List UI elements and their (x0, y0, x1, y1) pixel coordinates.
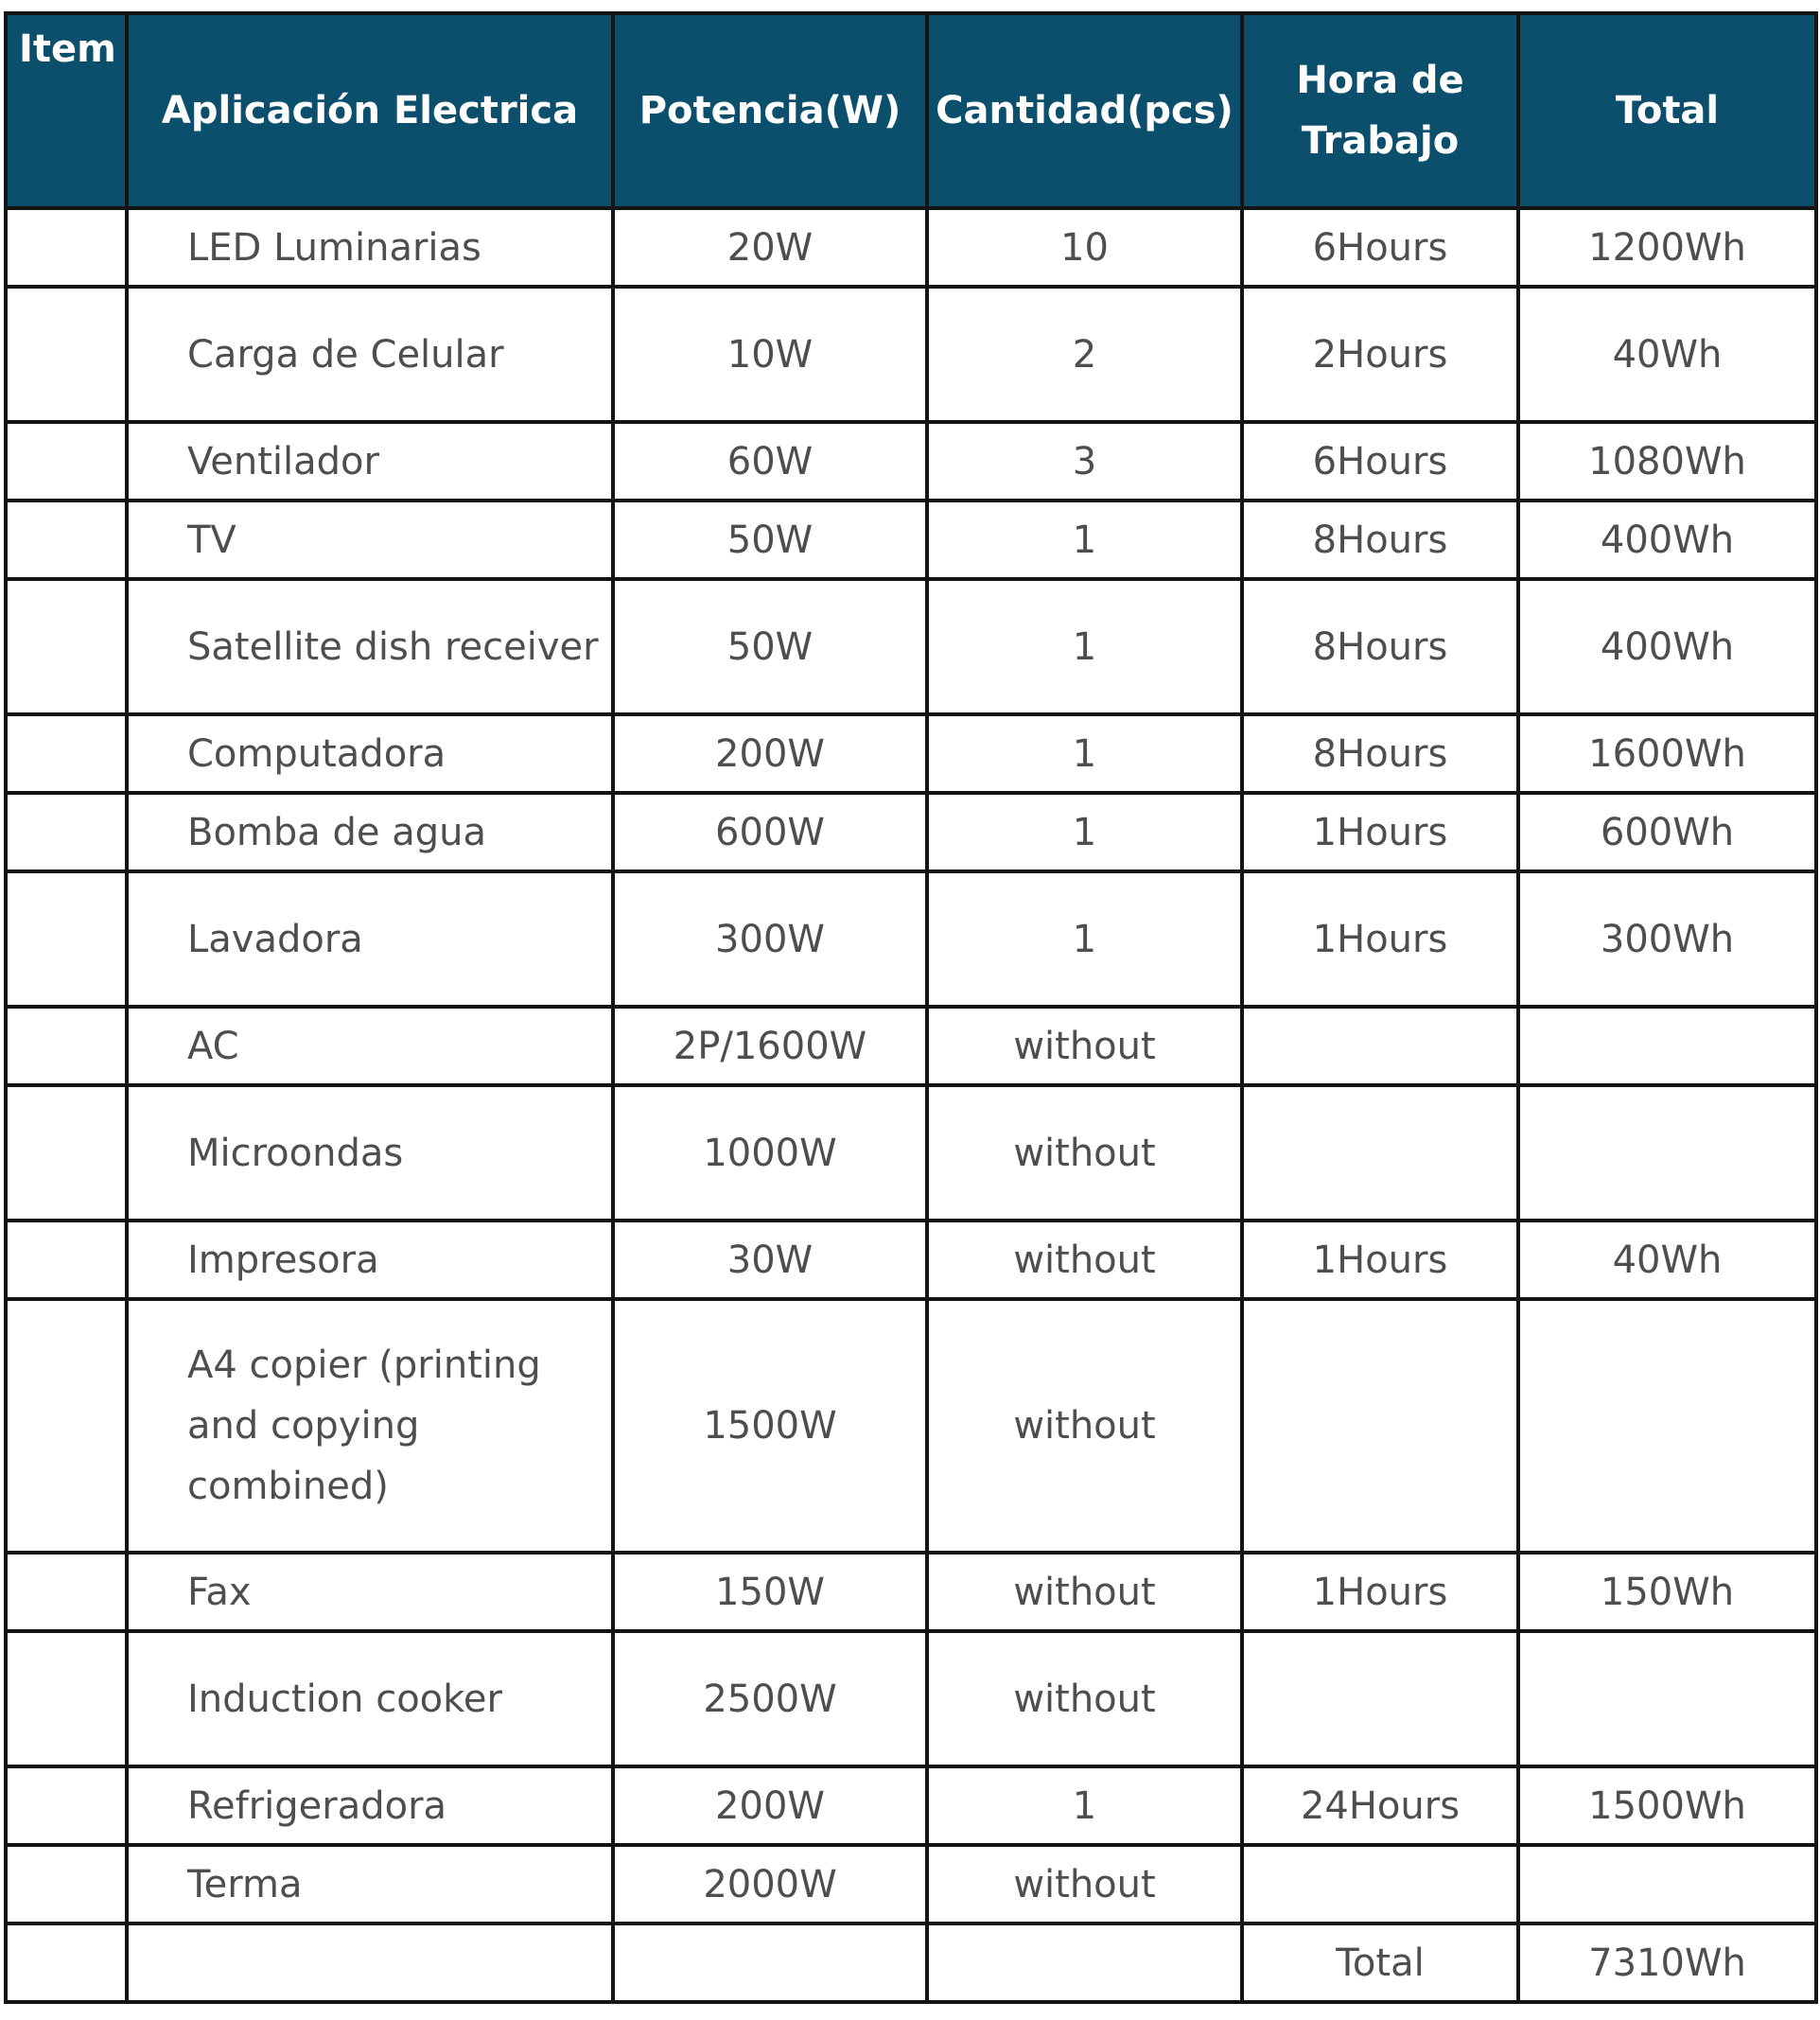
cell-quantity: 1 (927, 714, 1242, 793)
summary-application-cell (127, 1923, 613, 2002)
table-row (6, 1299, 1816, 1553)
cell-hours: 24Hours (1242, 1766, 1518, 1845)
cell-quantity: 1 (927, 871, 1242, 1007)
header-quantity: Cantidad(pcs) (927, 13, 1242, 208)
header-row (6, 13, 1816, 208)
cell-hours: 8Hours (1242, 501, 1518, 579)
cell-total: 1500Wh (1518, 1766, 1816, 1845)
cell-hours: 6Hours (1242, 208, 1518, 287)
cell-application: Fax (127, 1553, 613, 1631)
cell-total: 150Wh (1518, 1553, 1816, 1631)
table-row (6, 871, 1816, 1007)
cell-quantity: 1 (927, 793, 1242, 871)
cell-hours: 8Hours (1242, 714, 1518, 793)
cell-hours (1242, 1007, 1518, 1085)
cell-total: 400Wh (1518, 501, 1816, 579)
table-body (6, 208, 1816, 2002)
cell-hours: 1Hours (1242, 871, 1518, 1007)
cell-application: Computadora (127, 714, 613, 793)
cell-total: 600Wh (1518, 793, 1816, 871)
header-item: Item (6, 13, 127, 208)
table-row (6, 1766, 1816, 1845)
summary-value: 7310Wh (1518, 1923, 1816, 2002)
cell-power: 60W (613, 422, 927, 501)
cell-item (6, 1845, 127, 1923)
cell-item (6, 871, 127, 1007)
cell-application: AC (127, 1007, 613, 1085)
cell-application: Induction cooker (127, 1631, 613, 1766)
cell-hours: 1Hours (1242, 1221, 1518, 1299)
cell-hours (1242, 1085, 1518, 1221)
cell-power: 2P/1600W (613, 1007, 927, 1085)
cell-application: LED Luminarias (127, 208, 613, 287)
table-row (6, 1553, 1816, 1631)
cell-total (1518, 1631, 1816, 1766)
cell-application: A4 copier (printing and copying combined) (127, 1299, 613, 1553)
cell-total (1518, 1299, 1816, 1553)
cell-quantity: 10 (927, 208, 1242, 287)
cell-power: 50W (613, 501, 927, 579)
cell-power: 150W (613, 1553, 927, 1631)
cell-item (6, 208, 127, 287)
table-row (6, 1085, 1816, 1221)
cell-application: Microondas (127, 1085, 613, 1221)
cell-item (6, 793, 127, 871)
cell-hours (1242, 1631, 1518, 1766)
table-row (6, 287, 1816, 422)
table-row (6, 1845, 1816, 1923)
cell-item (6, 1221, 127, 1299)
header-total: Total (1518, 13, 1816, 208)
cell-quantity: without (927, 1085, 1242, 1221)
cell-power: 200W (613, 714, 927, 793)
cell-power: 600W (613, 793, 927, 871)
cell-application: Satellite dish receiver (127, 579, 613, 714)
cell-item (6, 501, 127, 579)
cell-quantity: 3 (927, 422, 1242, 501)
cell-item (6, 579, 127, 714)
cell-hours: 1Hours (1242, 1553, 1518, 1631)
cell-total: 40Wh (1518, 287, 1816, 422)
cell-total (1518, 1085, 1816, 1221)
cell-quantity: without (927, 1221, 1242, 1299)
cell-quantity: 1 (927, 501, 1242, 579)
summary-item-cell (6, 1923, 127, 2002)
cell-quantity: without (927, 1007, 1242, 1085)
cell-item (6, 1299, 127, 1553)
cell-application: Ventilador (127, 422, 613, 501)
table-header (6, 13, 1816, 208)
cell-application: Bomba de agua (127, 793, 613, 871)
table-row (6, 1007, 1816, 1085)
cell-hours: 8Hours (1242, 579, 1518, 714)
cell-application: Carga de Celular (127, 287, 613, 422)
table-row (6, 1631, 1816, 1766)
cell-power: 300W (613, 871, 927, 1007)
cell-quantity: without (927, 1553, 1242, 1631)
cell-application: Lavadora (127, 871, 613, 1007)
cell-item (6, 422, 127, 501)
cell-quantity: without (927, 1631, 1242, 1766)
cell-item (6, 1553, 127, 1631)
cell-total: 1600Wh (1518, 714, 1816, 793)
table-row (6, 501, 1816, 579)
table-row (6, 793, 1816, 871)
header-hours (1242, 13, 1518, 208)
cell-item (6, 1007, 127, 1085)
cell-hours: 1Hours (1242, 793, 1518, 871)
table-row (6, 208, 1816, 287)
summary-quantity-cell (927, 1923, 1242, 2002)
cell-power: 1500W (613, 1299, 927, 1553)
cell-total (1518, 1845, 1816, 1923)
summary-label: Total (1242, 1923, 1518, 2002)
header-hours-label: Hora de Trabajo (1296, 59, 1464, 163)
cell-item (6, 1766, 127, 1845)
cell-power: 10W (613, 287, 927, 422)
cell-total: 40Wh (1518, 1221, 1816, 1299)
cell-power: 50W (613, 579, 927, 714)
cell-hours (1242, 1845, 1518, 1923)
cell-application: Impresora (127, 1221, 613, 1299)
cell-hours: 2Hours (1242, 287, 1518, 422)
cell-application: TV (127, 501, 613, 579)
summary-power-cell (613, 1923, 927, 2002)
cell-power: 2000W (613, 1845, 927, 1923)
cell-power: 30W (613, 1221, 927, 1299)
cell-total: 400Wh (1518, 579, 1816, 714)
table-row (6, 1221, 1816, 1299)
cell-total: 1200Wh (1518, 208, 1816, 287)
header-application: Aplicación Electrica (127, 13, 613, 208)
cell-quantity: 1 (927, 1766, 1242, 1845)
table-row (6, 714, 1816, 793)
cell-quantity: without (927, 1299, 1242, 1553)
cell-total: 300Wh (1518, 871, 1816, 1007)
cell-power: 2500W (613, 1631, 927, 1766)
cell-item (6, 287, 127, 422)
header-power: Potencia(W) (613, 13, 927, 208)
cell-item (6, 1085, 127, 1221)
energy-consumption-table (4, 11, 1818, 2004)
cell-quantity: 2 (927, 287, 1242, 422)
cell-item (6, 714, 127, 793)
cell-power: 20W (613, 208, 927, 287)
cell-power: 1000W (613, 1085, 927, 1221)
cell-application: Terma (127, 1845, 613, 1923)
cell-quantity: without (927, 1845, 1242, 1923)
cell-quantity: 1 (927, 579, 1242, 714)
table-row (6, 422, 1816, 501)
cell-power: 200W (613, 1766, 927, 1845)
cell-hours: 6Hours (1242, 422, 1518, 501)
cell-hours (1242, 1299, 1518, 1553)
cell-total: 1080Wh (1518, 422, 1816, 501)
cell-application: Refrigeradora (127, 1766, 613, 1845)
cell-item (6, 1631, 127, 1766)
table-row (6, 579, 1816, 714)
summary-row (6, 1923, 1816, 2002)
cell-total (1518, 1007, 1816, 1085)
